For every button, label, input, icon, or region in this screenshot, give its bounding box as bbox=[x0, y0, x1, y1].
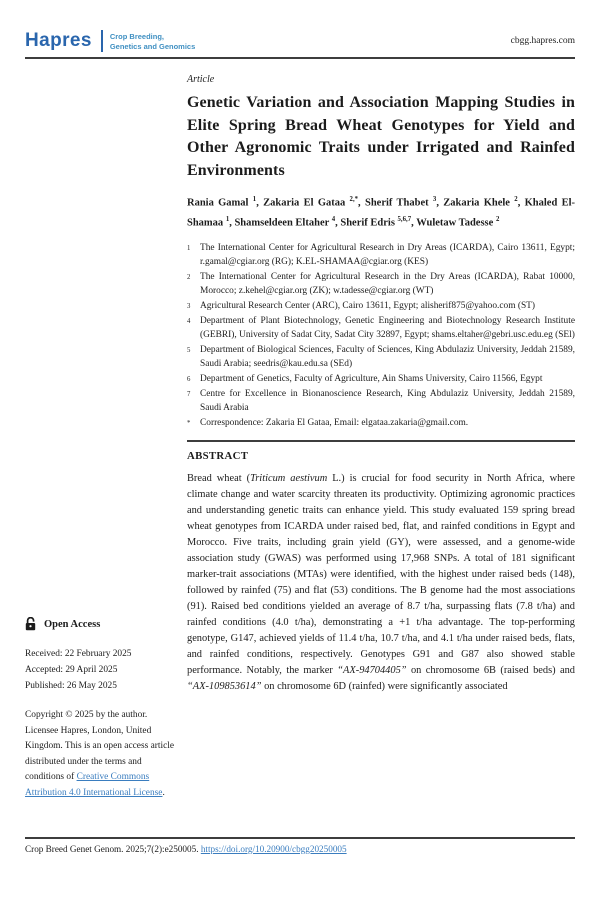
header-rule bbox=[25, 57, 575, 59]
abstract-segment: L.) is crucial for food security in North Africa, where climate change and water scarcity threaten its productivity. Optimizing agronomic practices and understanding genetic traits can enhance yield. This study evaluated 159 spring bread wheat genotypes from ICARDA under raised bed, flat, and rainfed conditions in Egypt and Morocco. Five traits, including grain yield (GY), were assessed, and a genome-wide association study (GWAS) was performed using 17,968 SNPs. A total of 181 significant marker-trait associations (MTAs) were identified, with the highest under raised beds (148), followed by rainfed (75) and flat (53) conditions. The B genome had the most associations (91). Raised bed conditions yielded an average of 8.7 t/ha, surpassing flats (7.8 t/ha) and rainfed conditions (4.0 t/ha), demonstrating a +1 t/ha advantage. The top-performing genotype, G147, achieved yields of 11.4 t/ha, 10.7 t/ha, and 4.1 t/ha under raised beds, flats, and rainfed conditions, respectively. Genotypes G91 and G87 also showed stable performance. Notably, the marker bbox=[187, 472, 575, 676]
article-dates bbox=[25, 646, 177, 694]
citation-line bbox=[25, 844, 575, 854]
affiliation-marker: * bbox=[187, 419, 191, 427]
open-access-label: Open Access bbox=[44, 618, 101, 630]
affiliation-item bbox=[187, 343, 575, 372]
affiliation-item bbox=[187, 372, 575, 387]
author-name: Rania Gamal bbox=[187, 197, 253, 209]
affiliation-item bbox=[187, 270, 575, 299]
affiliation-text: The International Center for Agricultural Research in Dry Areas (ICARDA), Cairo 13611, Egypt; r.gamal@cgiar.org (RG); K.EL-SHAMAA@cgiar.org (KES) bbox=[200, 243, 575, 268]
citation-text: Crop Breed Genet Genom. 2025;7(2):e250005. bbox=[25, 843, 201, 854]
doi-link[interactable]: https://doi.org/10.20900/cbgg20250005 bbox=[200, 843, 347, 854]
page-footer bbox=[25, 837, 575, 854]
journal-header bbox=[25, 26, 575, 56]
affiliation-marker: 5 bbox=[187, 346, 191, 354]
copyright-suffix: . bbox=[162, 787, 165, 798]
journal-site-url: cbgg.hapres.com bbox=[510, 36, 575, 46]
affiliation-list bbox=[187, 241, 575, 431]
affiliation-marker: 2 bbox=[187, 273, 191, 281]
author-affiliation-sup: 2 bbox=[514, 196, 518, 203]
affiliation-item bbox=[187, 314, 575, 343]
article-content bbox=[187, 74, 575, 695]
published-date: Published: 26 May 2025 bbox=[25, 681, 117, 691]
author-affiliation-sup: 4 bbox=[331, 216, 336, 223]
author-affiliation-sup: 1 bbox=[252, 196, 257, 203]
journal-name bbox=[110, 30, 195, 52]
author-affiliation-sup: 2 bbox=[495, 216, 500, 223]
author-name: Zakaria Khele bbox=[443, 197, 515, 209]
affiliation-text: Department of Genetics, Faculty of Agriculture, Ain Shams University, Cairo 11566, Egypt bbox=[200, 373, 543, 384]
affiliation-marker: 4 bbox=[187, 318, 191, 326]
author-name: Zakaria El Gataa bbox=[263, 197, 350, 209]
abstract-heading: ABSTRACT bbox=[187, 449, 249, 462]
affiliation-text: The International Center for Agricultural Research in the Dry Areas (ICARDA), Rabat 10000, Morocco; z.kehel@cgiar.org (ZK); w.tadesse@cgiar.org (WT) bbox=[200, 271, 575, 297]
abstract-italic-segment: “AX-94704405” bbox=[337, 664, 407, 676]
affiliation-text: Centre for Excellence in Bionanoscience Research, King Abdulaziz University, Jeddah 21589, Saudi Arabia bbox=[200, 389, 575, 414]
logo-divider bbox=[101, 30, 103, 52]
author-name: Wuletaw Tadesse bbox=[416, 217, 496, 229]
abstract-divider bbox=[187, 440, 575, 442]
journal-name-line2: Genetics and Genomics bbox=[109, 42, 196, 51]
affiliation-item bbox=[187, 241, 575, 270]
affiliation-text: Department of Biological Sciences, Faculty of Sciences, King Abdulaziz University, Jeddah 21589, Saudi Arabia; seedris@kau.edu.sa (SEd) bbox=[200, 344, 575, 370]
copyright-text: Copyright © 2025 by the author. Licensee Hapres, London, United Kingdom. This is an open access article distributed under the terms and conditions of bbox=[25, 710, 175, 782]
affiliation-item bbox=[187, 416, 575, 431]
author-name: Sherif Edris bbox=[340, 217, 398, 229]
abstract-segment: on chromosome 6B (raised beds) and bbox=[406, 664, 575, 676]
abstract-italic-segment: Triticum aestivum bbox=[250, 472, 328, 484]
affiliation-text: Correspondence: Zakaria El Gataa, Email: elgataa.zakaria@gmail.com. bbox=[200, 417, 469, 428]
affiliation-text: Department of Plant Biotechnology, Genetic Engineering and Biotechnology Research Institute (GEBRI), University of Sadat City, Sadat City 32897, Egypt; shams.eltaher@gebri.usc.edu.eg (SEl) bbox=[200, 316, 575, 341]
affiliation-marker: 1 bbox=[187, 245, 191, 252]
hapres-logo-text: Hapres bbox=[25, 30, 92, 51]
author-affiliation-sup: 2,* bbox=[349, 196, 359, 203]
affiliation-marker: 7 bbox=[187, 391, 191, 399]
affiliation-marker: 6 bbox=[187, 375, 191, 383]
journal-logo bbox=[25, 30, 195, 52]
author-list: Rania Gamal $^1$, Zakaria El Gataa $^{2,*}$, Sherif Thabet $^3$, Zakaria Khele $^2$, Khaled El-Shamaa $^1$, Shamseldeen Eltaher $^4$, Sherif Edris $^{5,6,7}$, Wuletaw Tadesse $^2$ bbox=[187, 196, 576, 229]
affiliation-item bbox=[187, 387, 575, 416]
author-name: Khaled El-Shamaa bbox=[187, 197, 576, 229]
author-affiliation-sup: 5,6,7 bbox=[397, 216, 412, 223]
journal-name-line1: Crop Breeding, bbox=[109, 32, 164, 42]
author-affiliation-sup: 1 bbox=[225, 216, 230, 223]
article-meta-sidebar bbox=[25, 617, 177, 801]
open-lock-icon bbox=[25, 617, 37, 631]
author-name: Shamseldeen Eltaher bbox=[234, 217, 332, 229]
author-name: Sherif Thabet bbox=[364, 197, 433, 209]
article-type-label: Article bbox=[187, 74, 215, 85]
abstract-text bbox=[187, 471, 575, 695]
open-access-badge bbox=[25, 617, 177, 631]
affiliation-text: Agricultural Research Center (ARC), Cairo 13611, Egypt; alisherif875@yahoo.com (ST) bbox=[200, 300, 536, 311]
affiliation-item bbox=[187, 299, 575, 314]
received-date: Received: 22 February 2025 bbox=[25, 649, 132, 659]
copyright-notice bbox=[25, 708, 177, 801]
author-affiliation-sup: 3 bbox=[432, 196, 437, 203]
abstract-segment: on chromosome 6D (rainfed) were significantly associated bbox=[261, 680, 508, 692]
article-title: Genetic Variation and Association Mapping Studies in Elite Spring Bread Wheat Genotypes for Yield and Other Agronomic Traits under Irrigated and Rainfed Environments bbox=[187, 94, 575, 179]
cc-license-link[interactable]: Creative Commons Attribution 4.0 International License bbox=[25, 772, 163, 798]
affiliation-marker: 3 bbox=[187, 302, 191, 310]
abstract-italic-segment: “AX-109853614” bbox=[187, 680, 262, 692]
abstract-segment: Bread wheat ( bbox=[187, 472, 251, 484]
footer-rule bbox=[25, 837, 575, 839]
accepted-date: Accepted: 29 April 2025 bbox=[25, 665, 118, 675]
